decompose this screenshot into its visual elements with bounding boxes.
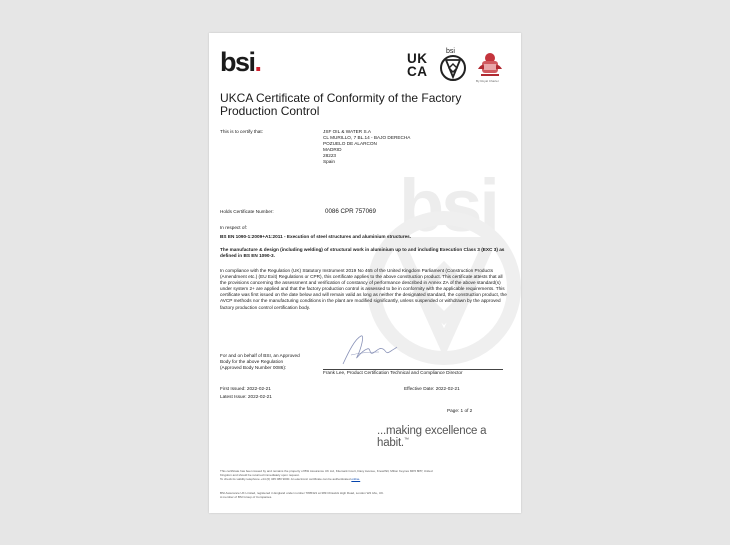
footer-registration: BSI Assurance UK Limited, registered in England under number 7805321 at 389 Chiswick High Road, London W4 4AL, UK. A member of BSI Group of Companies. [220,491,384,499]
cert-number-label: Holds Certificate Number: [220,209,274,214]
tagline: ...making excellence a habit.™ [377,425,487,449]
watermark-bsi: bsi [399,164,497,247]
certificate-page [209,33,521,513]
holder-country: Spain [323,159,335,165]
signatory-name: Frank Lee, Product Certification Technical and Compliance Director [323,370,463,375]
holder-name: JSF OIL & WATER S.A [323,129,372,134]
signature-image [339,331,399,371]
holder-postcode: 28223 [323,153,337,159]
ukca-mark: UK CA [407,51,428,79]
certify-label: This is to certify that: [220,129,263,134]
in-respect-of-label: In respect of: [220,225,248,230]
compliance-text: In compliance with the Regulation (UK) Statutory Instrument 2019 No 465 of the United Kingdom Parliament (Construction Products (Amendment etc.) (EU Exit) Regulations or CPR), this certificate applies to the above construction product. This certificate attests that all the provisions concerning the assessment and verification of constancy of performance described in Annex ZA of the above standard(s) under system 2+ are applied and that the factory production control is assessed to be in conformity with the applicable requirements. This certificate was first issued on the date below and will remain valid as long as neither the designated standard, the construction product, the AVCP methods nor the manufacturing conditions in the plant are modified significantly, unless suspended or withdrawn by the approved factory production control certification body. [220,268,507,310]
first-issued: First Issued: 2022-02-21 [220,386,271,391]
holder-area: POZUELO DE ALARCON [323,141,377,147]
bsi-logo: bsi. [220,47,261,77]
latest-issue: Latest Issue: 2022-02-21 [220,394,272,399]
behalf-text: For and on behalf of BSI, an Approved Body for the above Regulation (Approved Body Number 0086): [220,353,300,371]
svg-text:bsi: bsi [446,48,455,55]
royal-crest-icon [475,49,505,79]
standard-text: BS EN 1090-1:2009+A1:2011 - Execution of steel structures and aluminium structures. [220,234,412,239]
holder-address [323,129,410,166]
holder-street: CL MURILLO, 7 BL.14 - BAJO DERECHA [323,135,411,141]
royal-charter-label: By Royal Charter [476,79,499,83]
cert-number: 0086 CPR 757069 [325,208,376,215]
certificate-title: UKCA Certificate of Conformity of the Factory Production Control [220,91,462,118]
online-link[interactable]: online. [351,477,361,481]
footer-notice: This certificate has been issued by and remains the property of BSI Assurance UK Ltd, Kitemark Court, Davy Avenue, Knowlhill, Milton Keynes MK5 8PP, United Kingdom and should be returned immediately upon request. To check its validity telephone +44 (0) 345 080 9000. An electronic certificate can be authenticated online. [220,469,433,481]
page-number: Page: 1 of 2 [447,408,473,413]
scope-text: The manufacture & design (including welding) of structural work in aluminium up to and including Execution Class 3 (EXC 3) as defined in BS EN 1090-3. [220,247,505,259]
effective-date: Effective Date: 2022-02-21 [404,386,460,391]
bsi-kitemark-icon [438,46,468,82]
holder-city: MADRID [323,147,342,153]
